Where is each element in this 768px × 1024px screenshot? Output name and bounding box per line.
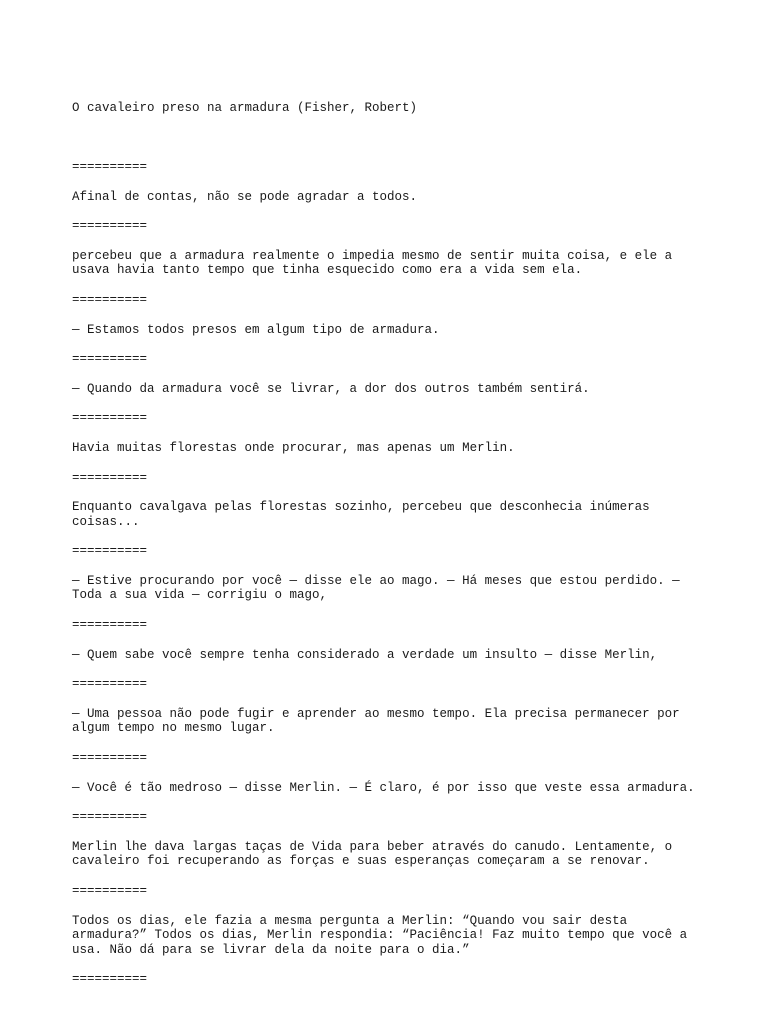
document-title: O cavaleiro preso na armadura (Fisher, Robert) bbox=[72, 101, 418, 116]
highlight-entry bbox=[72, 574, 702, 603]
separator: ========== bbox=[72, 352, 148, 367]
highlight-line: usava havia tanto tempo que tinha esquecido como era a vida sem ela. bbox=[72, 263, 583, 278]
highlight-entry bbox=[72, 648, 702, 663]
highlight-entry bbox=[72, 840, 702, 869]
document-page bbox=[72, 72, 702, 1002]
highlight-line: — Quem sabe você sempre tenha considerado a verdade um insulto — disse Merlin, bbox=[72, 647, 658, 662]
highlights-list bbox=[72, 190, 702, 987]
highlight-entry bbox=[72, 249, 702, 278]
separator: ========== bbox=[72, 884, 148, 898]
highlight-line: Enquanto cavalgava pelas florestas sozinho, percebeu que desconhecia inúmeras bbox=[72, 500, 650, 515]
highlight-line: — Quando da armadura você se livrar, a dor dos outros também sentirá. bbox=[72, 381, 590, 396]
separator: ========== bbox=[72, 219, 148, 234]
highlight-line: Merlin lhe dava largas taças de Vida para beber através do canudo. Lentamente, o bbox=[72, 839, 673, 854]
highlight-line: Toda a sua vida — corrigiu o mago, bbox=[72, 588, 328, 603]
highlight-line: coisas... bbox=[72, 514, 140, 529]
highlight-entry bbox=[72, 500, 702, 529]
separator: ========== bbox=[72, 972, 148, 987]
highlight-line: usa. Não dá para se livrar dela da noite para o dia.” bbox=[72, 942, 470, 957]
highlight-line: Havia muitas florestas onde procurar, mas apenas um Merlin. bbox=[72, 440, 515, 455]
highlight-entry bbox=[72, 781, 702, 796]
highlight-line: Todos os dias, ele fazia a mesma pergunta a Merlin: “Quando vou sair desta bbox=[72, 913, 628, 928]
separator: ========== bbox=[72, 677, 148, 692]
separator: ========== bbox=[72, 544, 148, 559]
highlight-line: percebeu que a armadura realmente o impedia mesmo de sentir muita coisa, e ele a bbox=[72, 248, 673, 263]
highlight-line: cavaleiro foi recuperando as forças e suas esperanças começaram a se renovar. bbox=[72, 854, 650, 869]
highlight-line: — Estamos todos presos em algum tipo de armadura. bbox=[72, 322, 440, 337]
highlight-line: algum tempo no mesmo lugar. bbox=[72, 721, 275, 736]
highlight-entry bbox=[72, 914, 702, 958]
highlight-line: — Você é tão medroso — disse Merlin. — É claro, é por isso que veste essa armadura. bbox=[72, 780, 695, 795]
separator: ========== bbox=[72, 618, 148, 633]
highlight-line: armadura?” Todos os dias, Merlin respondia: “Paciência! Faz muito tempo que você a bbox=[72, 928, 688, 943]
separator: ========== bbox=[72, 292, 148, 307]
separator: ========== bbox=[72, 810, 148, 825]
separator: ========== bbox=[72, 470, 148, 485]
highlight-entry bbox=[72, 190, 702, 205]
highlight-line: — Estive procurando por você — disse ele ao mago. — Há meses que estou perdido. — bbox=[72, 573, 680, 588]
separator: ========== bbox=[72, 159, 148, 174]
highlight-line: Afinal de contas, não se pode agradar a todos. bbox=[72, 189, 418, 204]
highlight-entry bbox=[72, 441, 702, 456]
highlight-entry bbox=[72, 707, 702, 736]
highlight-entry bbox=[72, 382, 702, 397]
separator: ========== bbox=[72, 411, 148, 426]
highlight-entry bbox=[72, 323, 702, 338]
separator: ========== bbox=[72, 751, 148, 766]
highlight-line: — Uma pessoa não pode fugir e aprender ao mesmo tempo. Ela precisa permanecer por bbox=[72, 706, 680, 721]
